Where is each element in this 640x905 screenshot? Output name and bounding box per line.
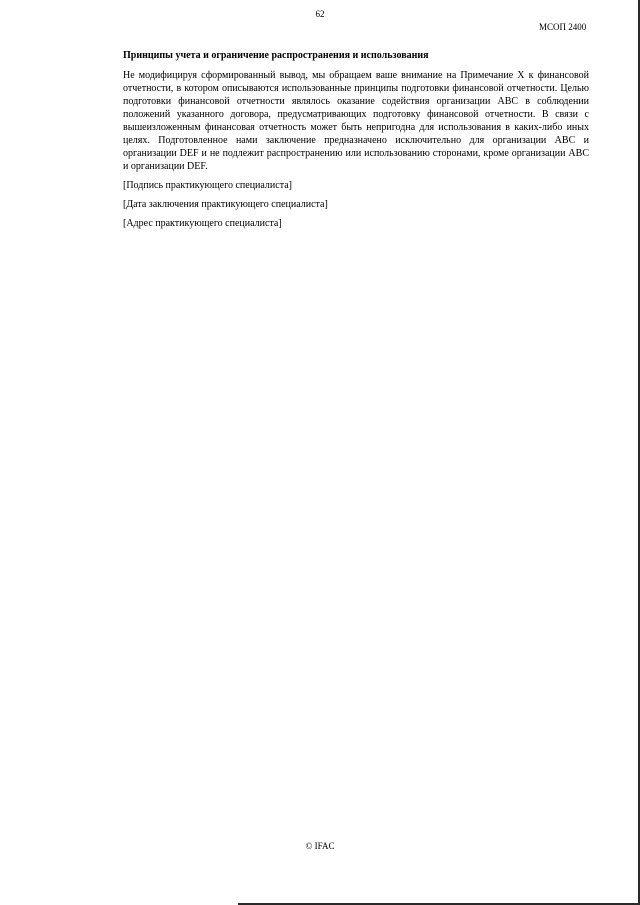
- footer-copyright: © IFAC: [305, 841, 335, 851]
- standard-code: МСОП 2400: [539, 22, 587, 32]
- body-paragraph: Не модифицируя сформированный вывод, мы обращаем ваше внимание на Примечание X к финансовой отчетности, в котором описываются использованные принципы подготовки финансовой отчетности. Целью подготовки финансовой отчетности являлось оказание содействия организации ABC в соблюдении положений указанного договора, предусматривающих подготовку финансовой отчетности. В связи с вышеизложенным финансовая отчетность может быть непригодна для использования в каких-либо иных целях. Подготовленное нами заключение предназначено исключительно для организации ABC и организации DEF и не подлежит распространению или использованию сторонами, кроме организации ABC и организации DEF.: [123, 70, 589, 172]
- address-placeholder: [Адрес практикующего специалиста]: [123, 218, 282, 229]
- page-number: 62: [315, 9, 325, 19]
- signature-placeholder: [Подпись практикующего специалиста]: [123, 180, 292, 191]
- document-body: [123, 49, 589, 236]
- date-placeholder: [Дата заключения практикующего специалиста]: [123, 199, 328, 210]
- section-heading: Принципы учета и ограничение распространения и использования: [123, 50, 429, 61]
